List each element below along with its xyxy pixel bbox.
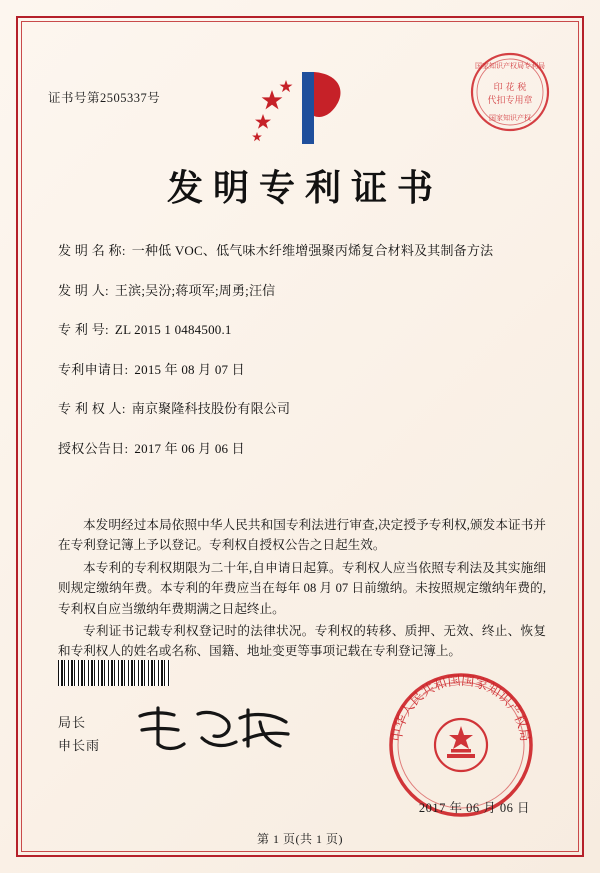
svg-text:国家知识产权局专利局: 国家知识产权局专利局: [475, 62, 545, 70]
field-value: ZL 2015 1 0484500.1: [114, 322, 232, 337]
field-row-grant-date: [58, 438, 550, 457]
field-value: 王滨;吴汾;蒋项军;周勇;汪信: [114, 282, 276, 298]
certificate-number-suffix: 号: [147, 91, 161, 105]
certificate-number-value: 2505337: [100, 91, 148, 105]
field-label: 发 明 人:: [58, 282, 109, 298]
barcode-icon: [58, 660, 170, 686]
field-label: 专利申请日:: [58, 361, 129, 377]
paragraph-1: 本发明经过本局依照中华人民共和国专利法进行审查,决定授予专利权,颁发本证书并在专利登记簿上予以登记。专利权自授权公告之日起生效。: [58, 518, 546, 553]
field-row-patentee: [58, 398, 550, 417]
page-title: 发明专利证书: [166, 167, 443, 209]
field-value: 南京聚隆科技股份有限公司: [131, 401, 291, 416]
field-value: 2015 年 08 月 07 日: [134, 361, 245, 377]
red-round-seal-icon: [468, 50, 552, 134]
field-label: 授权公告日:: [58, 440, 129, 456]
page-footer: 第 1 页(共 1 页): [257, 832, 343, 846]
paragraph-3: 专利证书记载专利权登记时的法律状况。专利权的转移、质押、无效、终止、恢复和专利权人的姓名或名称、国籍、地址变更等事项记载在专利登记簿上。: [58, 623, 546, 659]
director-name: 申长雨: [58, 737, 101, 753]
legal-text-block: [58, 515, 546, 664]
field-value: 一种低 VOC、低气味木纤维增强聚丙烯复合材料及其制备方法: [131, 243, 494, 258]
svg-text:中华人民共和国国家知识产权局: 中华人民共和国国家知识产权局: [389, 673, 533, 743]
seal-date: 2017 年 06 月 06 日: [418, 801, 530, 815]
field-row-inventors: [58, 280, 550, 299]
certificate-content: [40, 40, 560, 846]
handwritten-signature-icon: [128, 700, 308, 760]
director-block: [58, 712, 100, 758]
director-title-label: 局长: [58, 715, 87, 730]
field-label: 专 利 号:: [58, 322, 109, 337]
svg-text:印 花 税: 印 花 税: [493, 83, 527, 93]
field-row-invention-name: [58, 240, 550, 259]
svg-text:代扣专用章: 代扣专用章: [487, 96, 533, 106]
certificate-number-label: 证书号第: [48, 91, 101, 105]
field-label: 发 明 名 称:: [58, 243, 126, 258]
field-row-application-date: [58, 359, 550, 378]
certificate-number-line: [48, 88, 160, 106]
svg-text:国家知识产权: 国家知识产权: [489, 114, 531, 122]
field-label: 专 利 权 人:: [58, 401, 126, 416]
fields-list: [58, 240, 550, 477]
field-row-patent-number: [58, 319, 550, 338]
paragraph-2: 本专利的专利权期限为二十年,自申请日起算。专利权人应当依照专利法及其实施细则规定缴纳年费。本专利的年费应当在每年 08 月 07 日前缴纳。未按照规定缴纳年费的,专利权自应当缴纳年费期满之日起终止。: [58, 560, 546, 616]
field-value: 2017 年 06 月 06 日: [134, 440, 245, 456]
patent-office-emblem-icon: [240, 60, 360, 150]
